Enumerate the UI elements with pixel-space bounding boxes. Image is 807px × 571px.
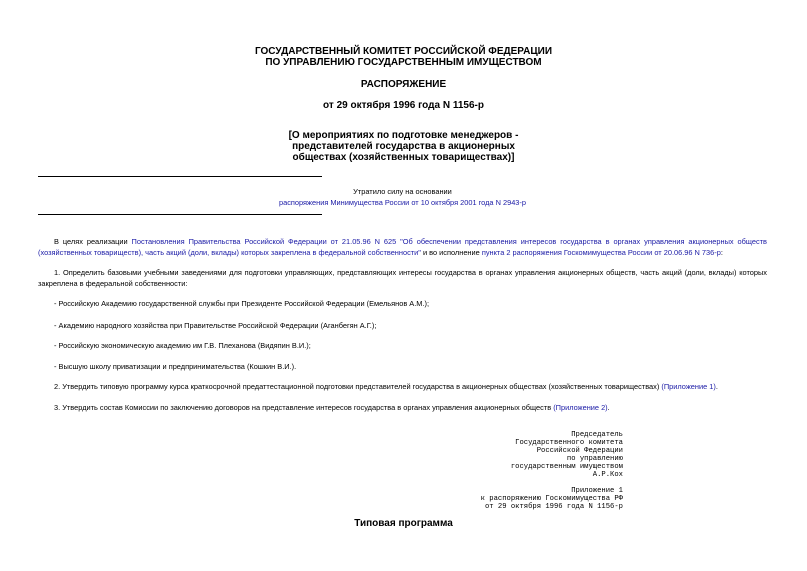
appendix-1-link[interactable]: (Приложение 1) [661,382,716,391]
document-title-line-1: [О мероприятиях по подготовке менеджеров - [288,130,519,141]
appendix-header: Приложение 1 к распоряжению Госкомимущества РФ от 29 октября 1996 года N 1156-р [480,487,623,511]
list-item: - Российскую Академию государственной службы при Президенте Российской Федерации (Емельянов А.М.); [54,299,430,308]
document-title-line-2: представителей государства в акционерных [292,141,515,152]
item-2-paragraph: 2. Утвердить типовую программу курса краткосрочной предаттестационной подготовки представителей государства в акционерных обществах (хозяйственных товариществах) (Приложение 1). [54,382,718,391]
list-item: - Высшую школу приватизации и предпринимательства (Кошкин В.И.). [54,362,297,371]
list-item: - Академию народного хозяйства при Правительстве Российской Федерации (Аганбегян А.Г.); [54,321,377,330]
document-date-number: от 29 октября 1996 года N 1156-р [323,100,484,111]
list-item: - Российскую экономическую академию им Г.В. Плеханова (Видяпин В.И.); [54,341,311,350]
repeal-note-link-wrap [38,198,767,208]
repeal-link[interactable]: распоряжения Минимущества России от 10 октября 2001 года N 2943-р [279,198,526,207]
item-3-paragraph: 3. Утвердить состав Комиссии по заключению договоров на представление интересов государства в органах управления акционерных обществ (Приложение 2). [54,403,610,412]
signature-block: Председатель Государственного комитета Российской Федерации по управлению государственным имуществом А.Р.Кох [510,431,623,479]
intro-prefix: В целях реализации [54,237,132,246]
intro-paragraph [38,236,767,258]
appendix-2-link[interactable]: (Приложение 2) [553,403,608,412]
item-1-text: 1. Определить базовыми учебными заведениями для подготовки управляющих, представляющих интересы государства в органах управления акционерных обществ, часть акций (доли, вклады) которых закреплена в федеральной собственности: [38,268,767,288]
item-1-paragraph [38,267,767,289]
government-decree-link[interactable]: Постановления Правительства Российской Федерации от 21.05.96 N 625 "Об обеспечении представления интересов государства в органах управления акционерных обществ (хозяйственных товариществ), часть акций (доли, вклады) которых закреплена в федеральной собственности" [38,237,767,257]
committee-line-1: ГОСУДАРСТВЕННЫЙ КОМИТЕТ РОССИЙСКОЙ ФЕДЕРАЦИИ [254,46,553,57]
intro-mid: и во исполнение [420,248,482,257]
divider-top [38,176,322,177]
intro-suffix: : [720,248,723,257]
repeal-note: Утратило силу на основании [353,187,452,196]
document-type: РАСПОРЯЖЕНИЕ [360,79,447,90]
document-title-line-3: обществах (хозяйственных товариществах)] [292,152,515,163]
item-2-text: 2. Утвердить типовую программу курса краткосрочной предаттестационной подготовки представителей государства в акционерных обществах (хозяйственных товариществах) [54,382,662,391]
committee-line-2: ПО УПРАВЛЕНИЮ ГОСУДАРСТВЕННЫМ ИМУЩЕСТВОМ [265,57,542,68]
item-3-text: 3. Утвердить состав Комиссии по заключению договоров на представление интересов государства в органах управления акционерных обществ [54,403,554,412]
program-title: Типовая программа [354,518,453,529]
order-736-link[interactable]: пункта 2 распоряжения Госкомимущества России от 20.06.96 N 736-р [481,248,721,257]
divider-bottom [38,214,322,215]
